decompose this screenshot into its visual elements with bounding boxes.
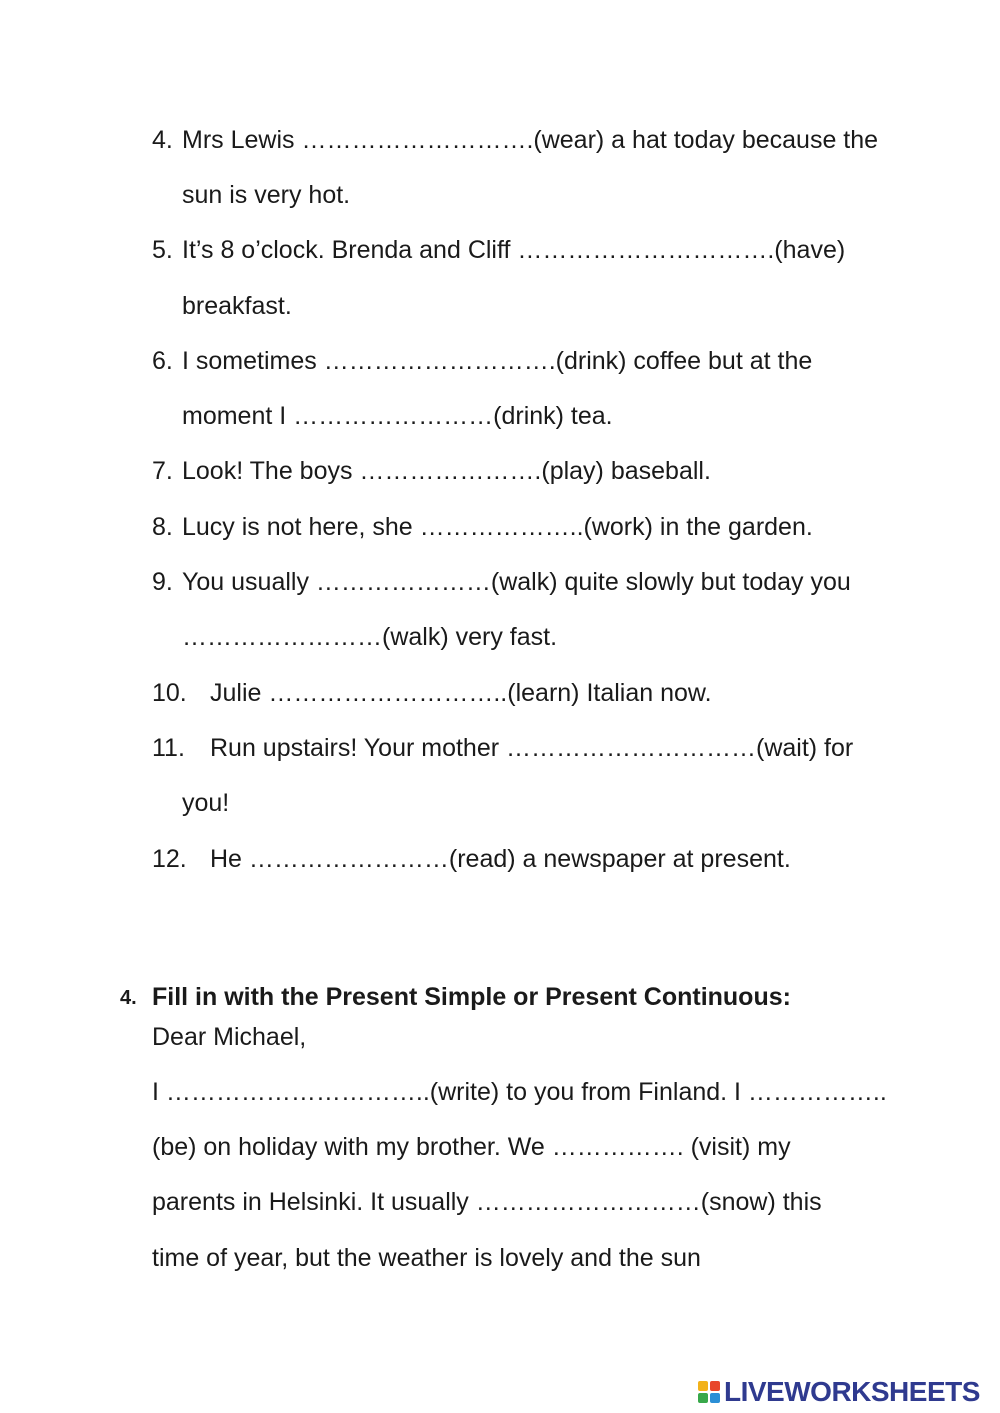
item-number: 5. bbox=[152, 236, 173, 264]
letter-line-1: I …………………………..(write) to you from Finland. I …………….. bbox=[152, 1078, 887, 1106]
item-11-line-2: you! bbox=[182, 789, 230, 817]
letter-greeting: Dear Michael, bbox=[152, 1023, 307, 1051]
item-text: Lucy is not here, she ………………..(work) in the garden. bbox=[182, 513, 813, 541]
item-number: 8. bbox=[152, 513, 173, 541]
item-text: Look! The boys ………………….(play) baseball. bbox=[182, 457, 711, 485]
item-9-line-1 bbox=[152, 565, 851, 599]
item-7-line-1 bbox=[152, 454, 711, 488]
item-4-line-2: sun is very hot. bbox=[182, 181, 351, 209]
item-6-line-1 bbox=[152, 344, 812, 378]
item-number: 4. bbox=[152, 126, 173, 154]
item-number: 6. bbox=[152, 347, 173, 375]
item-8-line-1 bbox=[152, 510, 813, 544]
item-number: 9. bbox=[152, 568, 173, 596]
item-text: Mrs Lewis ……………………….(wear) a hat today because the bbox=[182, 126, 879, 154]
letter-line-3: parents in Helsinki. It usually ………………………(snow) this bbox=[152, 1188, 822, 1216]
item-11-line-1 bbox=[152, 731, 853, 765]
item-5-line-1 bbox=[152, 233, 845, 267]
exercise-4-number: 4. bbox=[120, 987, 137, 1009]
exercise-4-heading: Fill in with the Present Simple or Present Continuous: bbox=[152, 983, 791, 1011]
item-text: I sometimes ……………………….(drink) coffee but at the bbox=[182, 347, 813, 375]
item-text: Run upstairs! Your mother …………………………(wait) for bbox=[210, 734, 854, 762]
liveworksheets-logo-icon bbox=[698, 1381, 720, 1403]
item-text: You usually …………………(walk) quite slowly but today you bbox=[182, 568, 851, 596]
item-text: Julie ………………………..(learn) Italian now. bbox=[210, 679, 712, 707]
item-text: It’s 8 o’clock. Brenda and Cliff ………………………….(have) bbox=[182, 236, 846, 264]
brand-name: LIVEWORKSHEETS bbox=[724, 1376, 980, 1407]
item-9-line-2: ……………………(walk) very fast. bbox=[182, 623, 558, 651]
item-text: He ……………………(read) a newspaper at present. bbox=[210, 845, 791, 873]
liveworksheets-brand bbox=[698, 1374, 980, 1410]
item-12-line-1 bbox=[152, 842, 791, 876]
item-number: 11. bbox=[152, 734, 185, 762]
letter-line-2: (be) on holiday with my brother. We ……………. (visit) my bbox=[152, 1133, 791, 1161]
letter-line-4: time of year, but the weather is lovely and the sun bbox=[152, 1244, 701, 1272]
item-10-line-1 bbox=[152, 676, 712, 710]
item-4-line-1 bbox=[152, 123, 878, 157]
item-number: 10. bbox=[152, 679, 187, 707]
item-number: 7. bbox=[152, 457, 173, 485]
item-5-line-2: breakfast. bbox=[182, 292, 292, 320]
item-number: 12. bbox=[152, 845, 187, 873]
item-6-line-2: moment I ……………………(drink) tea. bbox=[182, 402, 613, 430]
